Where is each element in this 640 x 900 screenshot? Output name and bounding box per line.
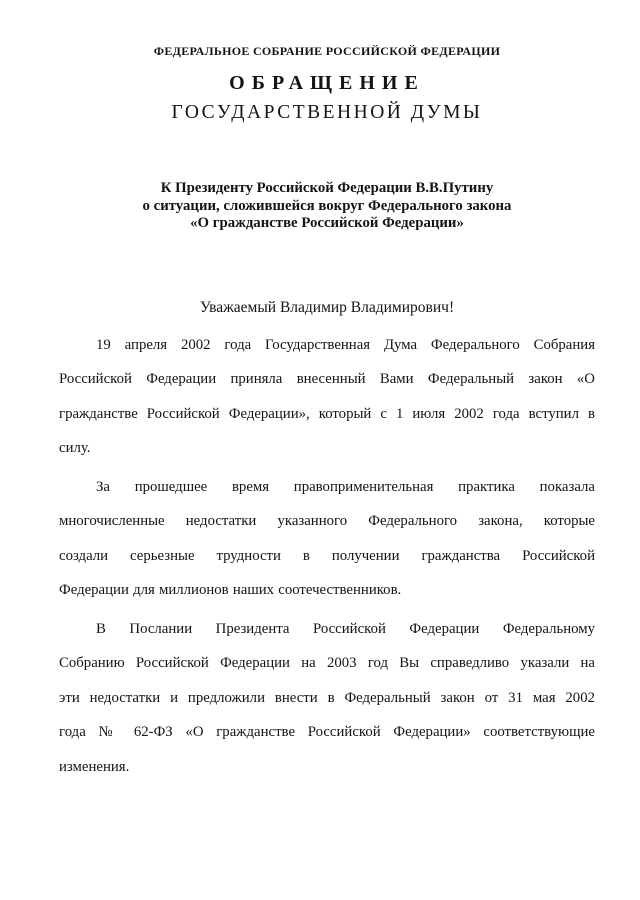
subject-block [59,180,595,233]
paragraph-3-line-3: эти недостатки и предложили внести в Федеральный закон от 31 мая 2002 [59,689,595,706]
paragraph-1-line-1: 19 апреля 2002 года Государственная Дума Федерального Собрания [96,336,595,353]
paragraph-2-line-1: За прошедшее время правоприменительная практика показала [96,478,595,495]
document-author-title: ГОСУДАРСТВЕННОЙ ДУМЫ [171,102,483,123]
paragraph-1-line-3: гражданстве Российской Федерации», который с 1 июля 2002 года вступил в [59,405,595,422]
paragraph-3-line-4: года № 62-ФЗ «О гражданстве Российской Федерации» соответствующие [59,724,595,740]
salutation: Уважаемый Владимир Владимирович! [199,298,455,316]
paragraph-1-line-4: силу. [59,440,91,456]
subject-line-law-name: «О гражданстве Российской Федерации» [190,215,464,231]
paragraph-3-line-2: Собранию Российской Федерации на 2003 год Вы справедливо указали на [59,655,595,671]
document-type-title: ОБРАЩЕНИЕ [229,72,425,94]
paragraph-2 [59,470,595,608]
paragraph-3-line-1: В Послании Президента Российской Федерации Федеральному [96,620,595,637]
paragraph-3-line-5: изменения. [59,758,130,775]
paragraph-2-line-3: создали серьезные трудности в получении гражданства Российской [59,547,595,564]
paragraph-3 [59,612,595,785]
paragraph-2-line-4: Федерации для миллионов наших соотечественников. [59,582,402,598]
subject-line-addressee: К Президенту Российской Федерации В.В.Путину [160,180,494,196]
paragraph-1 [59,328,595,466]
paragraph-1-line-2: Российской Федерации приняла внесенный Вами Федеральный закон «О [59,371,595,387]
letterhead-org-name: ФЕДЕРАЛЬНОЕ СОБРАНИЕ РОССИЙСКОЙ ФЕДЕРАЦИИ [153,44,501,58]
subject-line-topic: о ситуации, сложившейся вокруг Федерального закона [142,197,512,214]
body-text [59,328,595,785]
paragraph-2-line-2: многочисленные недостатки указанного Федерального закона, которые [59,513,595,529]
